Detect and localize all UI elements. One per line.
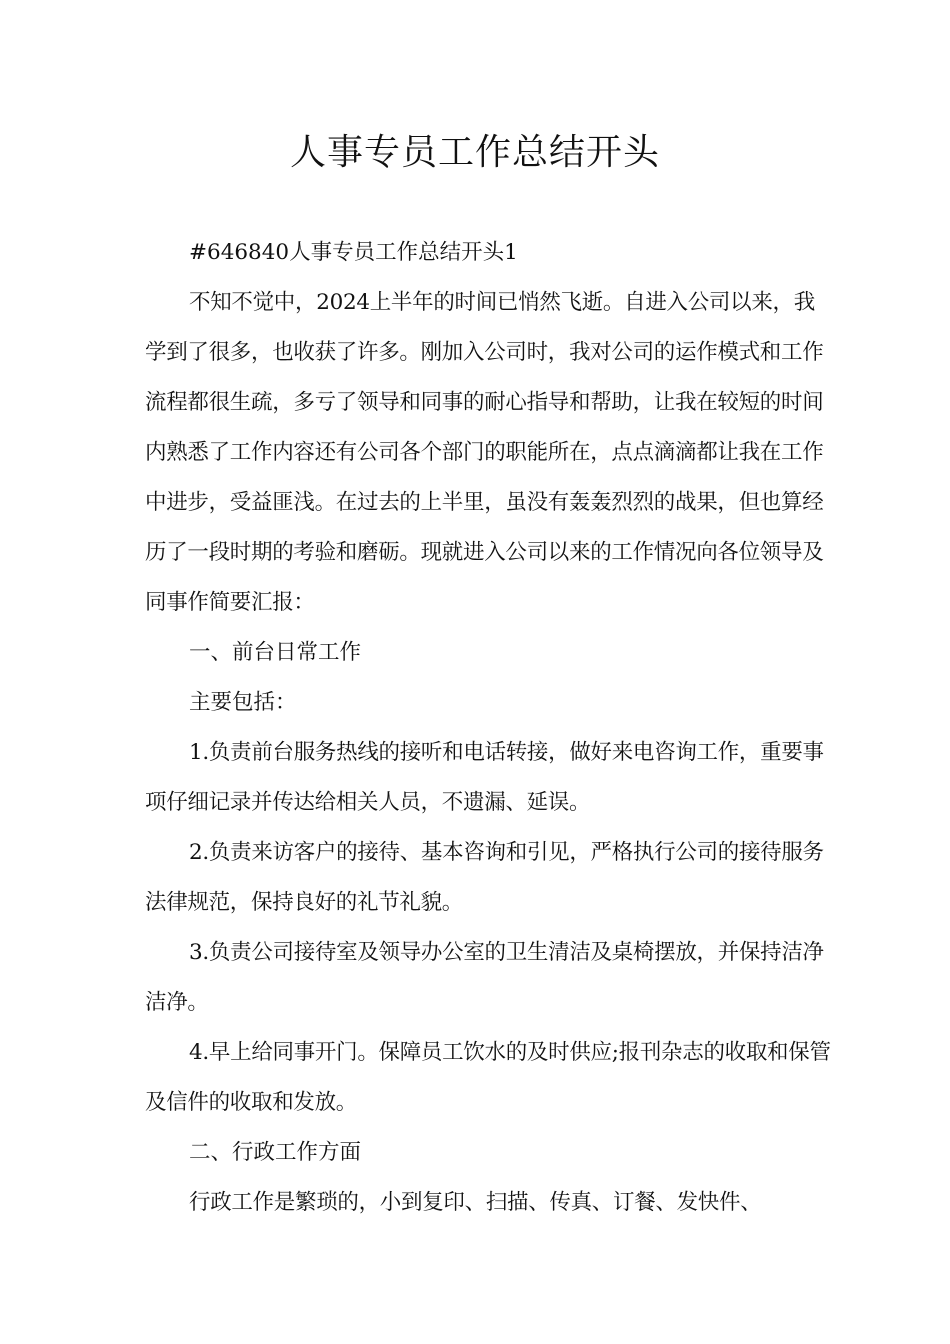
list-item-1: 1.负责前台服务热线的接听和电话转接，做好来电咨询工作，重要事项仔细记录并传达给相关人员，不遗漏、延误。 <box>145 740 824 815</box>
list-item-3: 3.负责公司接待室及领导办公室的卫生清洁及桌椅摆放，并保持洁净洁净。 <box>145 940 824 1015</box>
list-item-4: 4.早上给同事开门。保障员工饮水的及时供应;报刊杂志的收取和保管及信件的收取和发放。 <box>145 1040 831 1115</box>
document-title: 人事专员工作总结开头 <box>289 132 660 173</box>
paragraph-intro: 不知不觉中，2024上半年的时间已悄然飞逝。自进入公司以来，我学到了很多，也收获了许多。刚加入公司时，我对公司的运作模式和工作流程都很生疏，多亏了领导和同事的耐心指导和帮助，让我在较短的时间内熟悉了工作内容还有公司各个部门的职能所在，点点滴滴都让我在工作中进步，受益匪浅。在过去的上半里，虽没有轰轰烈烈的战果，但也算经历了一段时期的考验和磨砺。现就进入公司以来的工作情况向各位领导及同事作简要汇报： <box>145 290 824 615</box>
paragraph-heading-ref: #646840人事专员工作总结开头1 <box>189 240 518 265</box>
section-heading-admin: 二、行政工作方面 <box>189 1140 362 1165</box>
paragraph-main-includes: 主要包括： <box>189 690 297 715</box>
document-body <box>145 228 835 1228</box>
list-item-2: 2.负责来访客户的接待、基本咨询和引见，严格执行公司的接待服务法律规范，保持良好的礼节礼貌。 <box>145 840 824 915</box>
section-heading-front-desk: 一、前台日常工作 <box>189 640 362 665</box>
paragraph-admin-work: 行政工作是繁琐的，小到复印、扫描、传真、订餐、发快件、 <box>189 1190 762 1215</box>
